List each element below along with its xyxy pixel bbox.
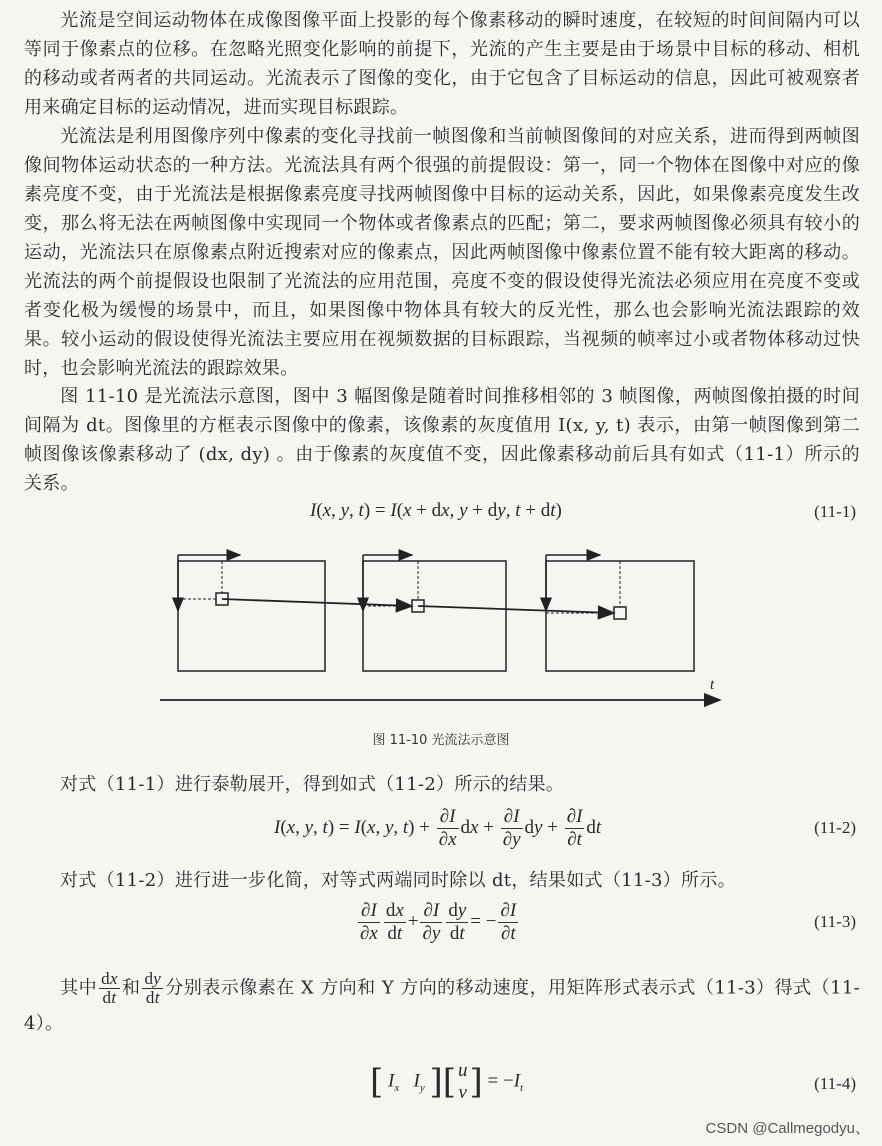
paragraph-5: 对式（11-2）进行进一步化简，对等式两端同时除以 dt，结果如式（11-3）所示。	[60, 870, 736, 891]
watermark: CSDN @Callmegodyu、	[705, 1120, 870, 1137]
equation-11-4-body: [ $I_x$ $I_y$ ][ u v ] = $-I_t$	[370, 1060, 524, 1103]
frame-1	[178, 561, 325, 671]
equation-11-3-body: $\frac{\partial I}{\partial x}$ $\frac{dx}{dt}$ + $\frac{\partial I}{\partial y}$ $\frac{dy}{dt}$ = − $\frac{\partial I}{\partial t}$	[360, 900, 517, 944]
equation-11-2	[24, 806, 860, 852]
equation-11-4	[24, 1058, 860, 1114]
pixel-box-frame-3	[614, 607, 626, 619]
paragraph-2: 光流法是利用图像序列中像素的变化寻找前一帧图像和当前帧图像间的对应关系，进而得到两帧图像间物体运动状态的一种方法。光流法具有两个很强的前提假设：第一，同一个物体在图像中对应的像素亮度不变，由于光流法是根据像素亮度寻找两帧图像中目标的运动关系，因此，如果像素亮度发生改变，那么将无法在两帧图像中实现同一个物体或者像素点的匹配；第二，要求两帧图像必须具有较小的运动，光流法只在原像素点附近搜索对应的像素点，因此两帧图像中像素位置不能有较大距离的移动。光流法的两个前提假设也限制了光流法的应用范围，亮度不变的假设使得光流法必须应用在亮度不变或者变化极为缓慢的场景中，而且，如果图像中物体具有较大的反光性，那么也会影响光流法跟踪的效果。较小运动的假设使得光流法主要应用在视频数据的目标跟踪，当视频的帧率过小或者物体移动过快时，也会影响光流法的跟踪效果。	[24, 126, 860, 379]
equation-number: (11-1)	[814, 502, 856, 521]
paragraph-3: 图 11-10 是光流法示意图，图中 3 幅图像是随着时间推移相邻的 3 帧图像，两帧图像拍摄的时间间隔为 dt。图像里的方框表示图像中的像素，该像素的灰度值用 I(x, y, t) 表示，由第一帧图像到第二帧图像该像素移动了 (dx, dy) 。由于像素的灰度值不变，因此像素移动前后具有如式（11-1）所示的关系。	[24, 386, 860, 494]
paragraph-4: 对式（11-1）进行泰勒展开，得到如式（11-2）所示的结果。	[60, 774, 565, 795]
paragraph-1: 光流是空间运动物体在成像图像平面上投影的每个像素移动的瞬时速度，在较短的时间间隔内可以等同于像素点的位移。在忽略光照变化影响的前提下，光流的产生主要是由于场景中目标的移动、相机的移动或者两者的共同运动。光流表示了图像的变化，由于它包含了目标运动的信息，因此可被观察者用来确定目标的运动情况，进而实现目标跟踪。	[24, 10, 860, 118]
equation-11-3	[24, 900, 860, 950]
dy-dt-fraction: $\frac{dy}{dt}$	[144, 969, 162, 1007]
frame-2	[363, 561, 506, 671]
equation-number: (11-3)	[814, 912, 856, 931]
equation-11-1-body: I(x, y, t) = I(x + dx, y + dy, t + dt)	[310, 500, 562, 521]
paragraph-6: 其中 $\frac{dx}{dt}$ 和 $\frac{dy}{dt}$ 分别表示像素在 X 方向和 Y 方向的移动速度，用矩阵形式表示式（11-3）得式（11-4）。	[24, 969, 860, 1034]
equation-11-1	[24, 496, 860, 536]
motion-arrow-2	[418, 606, 614, 613]
motion-arrow-1	[222, 599, 412, 606]
dx-dt-fraction: $\frac{dx}{dt}$	[101, 969, 118, 1007]
equation-11-2-body: I(x, y, t) = I(x, y, t) + $\frac{\partial I}{\partial x}$ dx + $\frac{\partial I}{\partial y}$ dy + $\frac{\partial I}{\partial t}$ dt	[274, 806, 602, 850]
time-axis-label: t	[710, 677, 715, 693]
equation-number: (11-2)	[814, 818, 856, 837]
optical-flow-figure	[160, 545, 740, 715]
figure-caption: 图 11-10 光流法示意图	[372, 733, 510, 748]
equation-number: (11-4)	[814, 1074, 856, 1093]
